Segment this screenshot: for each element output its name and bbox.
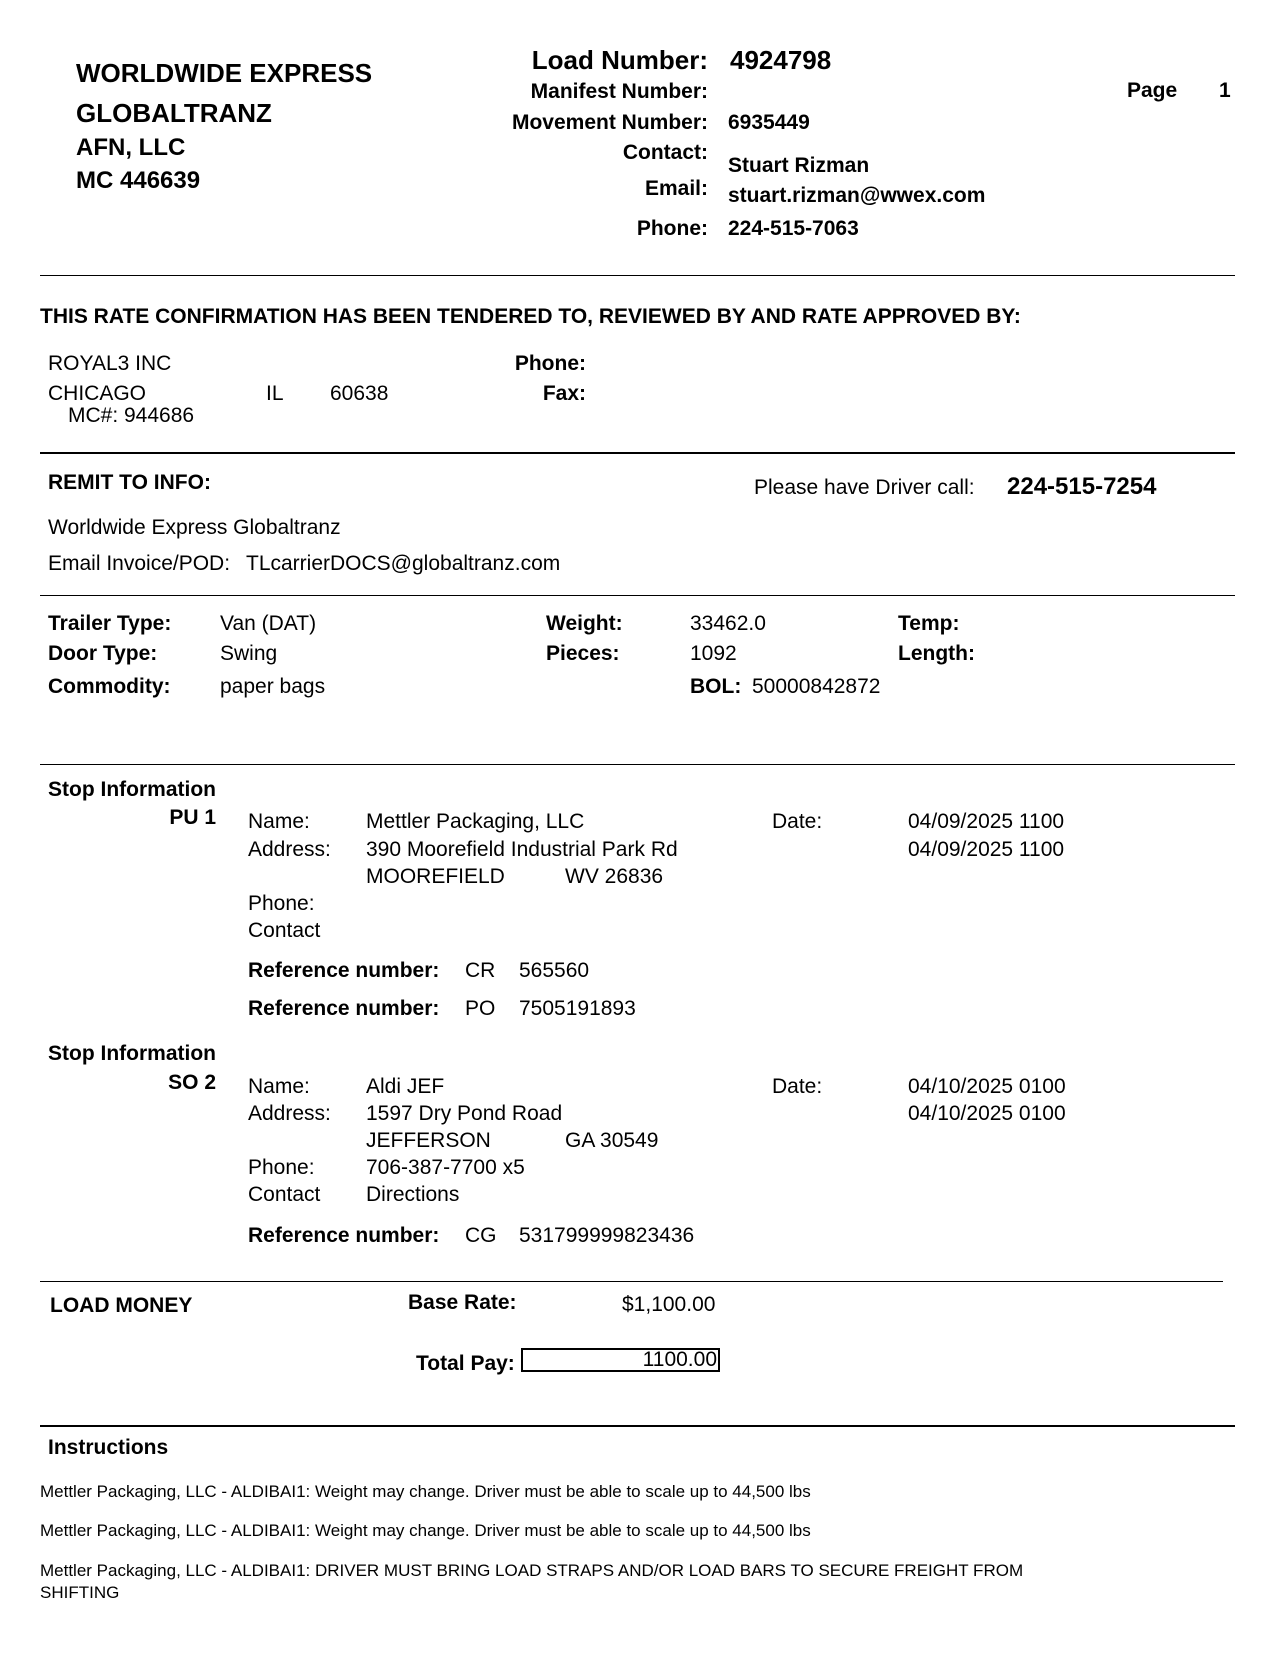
reference-value: 565560 <box>519 959 590 982</box>
page-label: Page <box>1127 79 1178 102</box>
divider <box>40 595 1235 596</box>
divider <box>40 452 1235 454</box>
stop-date-label: Date: <box>772 810 823 833</box>
load-money-heading: LOAD MONEY <box>50 1294 193 1317</box>
instruction-line: SHIFTING <box>40 1583 120 1602</box>
stop-address-line1: 1597 Dry Pond Road <box>366 1102 563 1125</box>
stop-address-label: Address: <box>248 1102 331 1125</box>
bol-label: BOL: <box>690 675 742 698</box>
load-number-label: Load Number: <box>531 45 708 75</box>
movement-number: 6935449 <box>728 111 810 134</box>
trailer-type: Van (DAT) <box>220 612 317 635</box>
base-rate-value: $1,100.00 <box>622 1293 716 1316</box>
carrier-phone-label: Phone: <box>514 352 586 375</box>
stop-address-line1: 390 Moorefield Industrial Park Rd <box>366 838 678 861</box>
phone-label: Phone: <box>636 217 708 240</box>
instruction-line: Mettler Packaging, LLC - ALDIBAI1: DRIVER MUST BRING LOAD STRAPS AND/OR LOAD BARS TO SECURE FREIGHT FROM <box>40 1561 1024 1580</box>
divider <box>40 275 1235 276</box>
contact-label: Contact: <box>622 141 708 164</box>
stop-date-end: 04/10/2025 0100 <box>908 1102 1066 1125</box>
stop-contact-label: Contact <box>248 1183 321 1206</box>
driver-call-phone: 224-515-7254 <box>1007 473 1157 500</box>
stop-address-label: Address: <box>248 838 331 861</box>
manifest-number-label: Manifest Number: <box>530 80 708 103</box>
contact-phone: 224-515-7063 <box>728 217 859 240</box>
page-number: 1 <box>1219 79 1231 102</box>
stop-phone: 706-387-7700 x5 <box>366 1156 525 1179</box>
carrier-state: IL <box>266 382 284 405</box>
stop-contact-label: Contact <box>248 919 321 942</box>
reference-label: Reference number: <box>248 1224 440 1247</box>
pieces: 1092 <box>690 642 737 665</box>
stop-phone-label: Phone: <box>248 1156 315 1179</box>
reference-label: Reference number: <box>248 959 440 982</box>
remit-email[interactable]: TLcarrierDOCS@globaltranz.com <box>246 552 561 575</box>
stop-state-zip: GA 30549 <box>565 1129 659 1152</box>
carrier-name: ROYAL3 INC <box>48 352 172 375</box>
tender-heading: THIS RATE CONFIRMATION HAS BEEN TENDERED TO, REVIEWED BY AND RATE APPROVED BY: <box>40 305 1021 328</box>
stop-name-label: Name: <box>248 810 310 833</box>
contact-email[interactable]: stuart.rizman@wwex.com <box>728 184 986 207</box>
company-name-line3: AFN, LLC <box>76 134 186 161</box>
base-rate-label: Base Rate: <box>408 1291 517 1314</box>
carrier-mc-number: MC#: 944686 <box>68 404 195 427</box>
bol-number: 50000842872 <box>752 675 881 698</box>
door-type: Swing <box>220 642 278 665</box>
movement-number-label: Movement Number: <box>511 111 708 134</box>
total-pay-label: Total Pay: <box>416 1352 515 1375</box>
weight-label: Weight: <box>546 612 623 635</box>
reference-type: PO <box>465 997 496 1020</box>
stop-directions-link[interactable]: Directions <box>366 1183 460 1206</box>
company-name-line1: WORLDWIDE EXPRESS <box>76 58 373 88</box>
driver-call-label: Please have Driver call: <box>754 476 975 499</box>
stop-city: MOOREFIELD <box>366 865 505 888</box>
temp-label: Temp: <box>898 612 960 635</box>
remit-email-label: Email Invoice/POD: <box>48 552 231 575</box>
reference-value: 7505191893 <box>519 997 636 1020</box>
instructions-heading: Instructions <box>48 1436 169 1459</box>
stop-name: Mettler Packaging, LLC <box>366 810 585 833</box>
carrier-city: CHICAGO <box>48 382 147 405</box>
stop-heading: Stop Information <box>48 778 216 801</box>
stop-date-start: 04/10/2025 0100 <box>908 1075 1066 1098</box>
carrier-zip: 60638 <box>330 382 389 405</box>
divider <box>40 1281 1223 1282</box>
reference-type: CG <box>465 1224 497 1247</box>
reference-value: 531799999823436 <box>519 1224 695 1247</box>
stop-date-label: Date: <box>772 1075 823 1098</box>
stop-code: PU 1 <box>169 806 216 829</box>
instruction-line: Mettler Packaging, LLC - ALDIBAI1: Weight may change. Driver must be able to scale up to 44,500 lbs <box>40 1521 811 1540</box>
instruction-line: Mettler Packaging, LLC - ALDIBAI1: Weight may change. Driver must be able to scale up to 44,500 lbs <box>40 1482 811 1501</box>
carrier-fax-label: Fax: <box>542 382 586 405</box>
stop-state-zip: WV 26836 <box>565 865 664 888</box>
reference-type: CR <box>465 959 496 982</box>
email-label: Email: <box>644 177 708 200</box>
length-label: Length: <box>898 642 975 665</box>
stop-date-start: 04/09/2025 1100 <box>908 810 1065 833</box>
remit-heading: REMIT TO INFO: <box>48 471 211 494</box>
remit-company: Worldwide Express Globaltranz <box>48 516 341 539</box>
weight: 33462.0 <box>690 612 766 635</box>
commodity-label: Commodity: <box>48 675 171 698</box>
contact-name: Stuart Rizman <box>728 154 870 177</box>
total-pay-value: 1100.00 <box>642 1348 717 1371</box>
commodity: paper bags <box>220 675 326 698</box>
stop-code: SO 2 <box>168 1071 216 1094</box>
load-number: 4924798 <box>730 45 832 75</box>
door-type-label: Door Type: <box>48 642 158 665</box>
stop-city: JEFFERSON <box>366 1129 491 1152</box>
divider <box>40 764 1235 765</box>
stop-date-end: 04/09/2025 1100 <box>908 838 1065 861</box>
stop-name: Aldi JEF <box>366 1075 445 1098</box>
pieces-label: Pieces: <box>546 642 620 665</box>
company-mc-number: MC 446639 <box>76 167 201 194</box>
stop-heading: Stop Information <box>48 1042 216 1065</box>
stop-name-label: Name: <box>248 1075 310 1098</box>
reference-label: Reference number: <box>248 997 440 1020</box>
company-name-line2: GLOBALTRANZ <box>76 98 272 128</box>
divider <box>40 1425 1235 1427</box>
stop-phone-label: Phone: <box>248 892 315 915</box>
trailer-type-label: Trailer Type: <box>48 612 172 635</box>
